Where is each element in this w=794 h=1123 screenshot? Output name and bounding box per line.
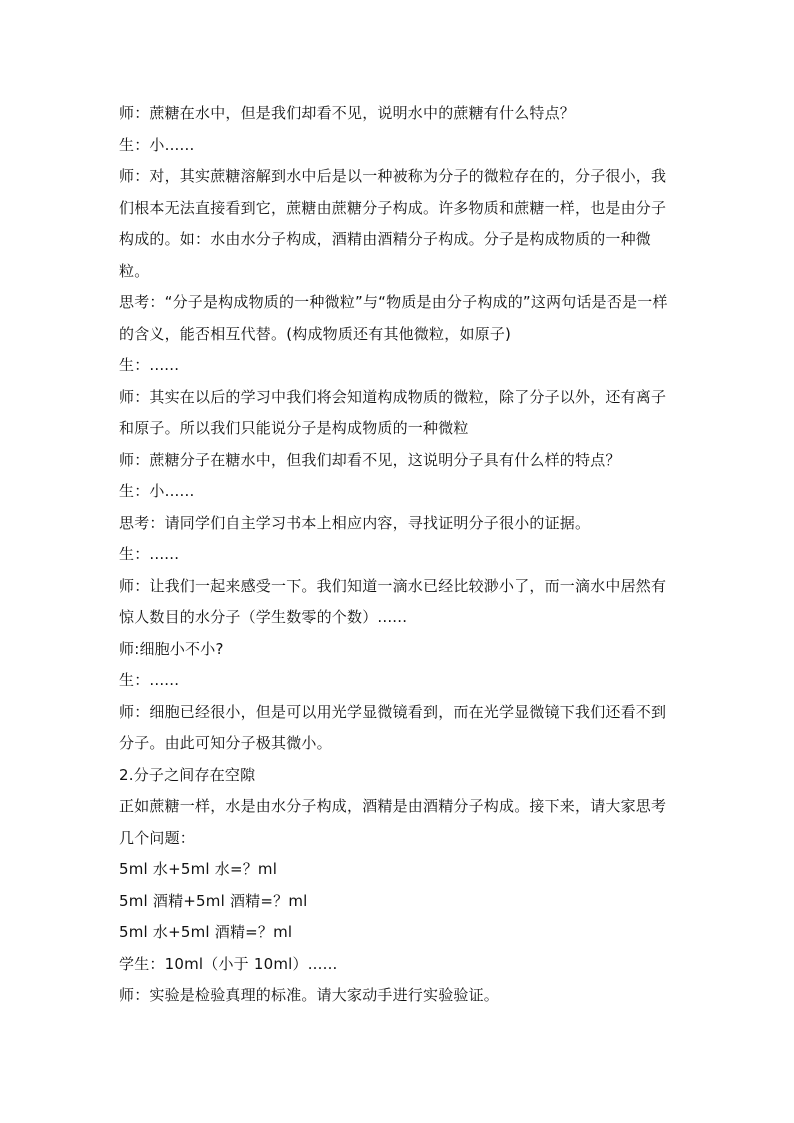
section-heading: 2.分子之间存在空隙 (119, 765, 256, 784)
dialogue-line: 生：...... (119, 545, 180, 563)
dialogue-line: 思考：“分子是构成物质的一种微粒”与“物质是由分子构成的”这两句话是否是一样的含义，能否相互代替。(构成物质还有其他微粒，如原子) (119, 293, 668, 343)
dialogue-line: 师:细胞小不小? (119, 639, 224, 658)
equation-line: 5ml 水+5ml 酒精=？ml (119, 923, 293, 941)
dialogue-line: 师：对，其实蔗糖溶解到水中后是以一种被称为分子的微粒存在的，分子很小，我们根本无法直接看到它，蔗糖由蔗糖分子构成。许多物质和蔗糖一样，也是由分子构成的。如：水由水分子构成，酒精由酒精分子构成。分子是构成物质的一种微粒。 (119, 167, 667, 280)
dialogue-line: 师：蔗糖在水中，但是我们却看不见，说明水中的蔗糖有什么特点？ (119, 104, 576, 122)
dialogue-line: 生：小...... (119, 482, 195, 500)
dialogue-line: 师：实验是检验真理的标准。请大家动手进行实验验证。 (119, 986, 500, 1004)
document-page (119, 98, 679, 1012)
equation-line: 5ml 水+5ml 水=？ml (119, 860, 278, 878)
dialogue-line: 师：让我们一起来感受一下。我们知道一滴水已经比较渺小了，而一滴水中居然有惊人数目的水分子（学生数零的个数）...... (119, 576, 667, 626)
dialogue-line: 生：...... (119, 356, 180, 374)
dialogue-line: 思考：请同学们自主学习书本上相应内容，寻找证明分子很小的证据。 (119, 513, 591, 532)
dialogue-line: 师：细胞已经很小，但是可以用光学显微镜看到，而在光学显微镜下我们还看不到分子。由此可知分子极其微小。 (119, 702, 667, 752)
dialogue-line: 师：蔗糖分子在糖水中，但我们却看不见，这说明分子具有什么样的特点？ (119, 450, 621, 469)
dialogue-line: 生：小...... (119, 135, 195, 154)
equation-line: 5ml 酒精+5ml 酒精=？ml (119, 891, 308, 910)
dialogue-line: 生：...... (119, 671, 180, 689)
dialogue-line: 正如蔗糖一样，水是由水分子构成，酒精是由酒精分子构成。接下来，请大家思考几个问题： (119, 797, 667, 847)
dialogue-line: 学生：10ml（小于 10ml）...... (119, 954, 338, 973)
dialogue-line: 师：其实在以后的学习中我们将会知道构成物质的微粒，除了分子以外，还有离子和原子。所以我们只能说分子是构成物质的一种微粒 (119, 387, 667, 437)
